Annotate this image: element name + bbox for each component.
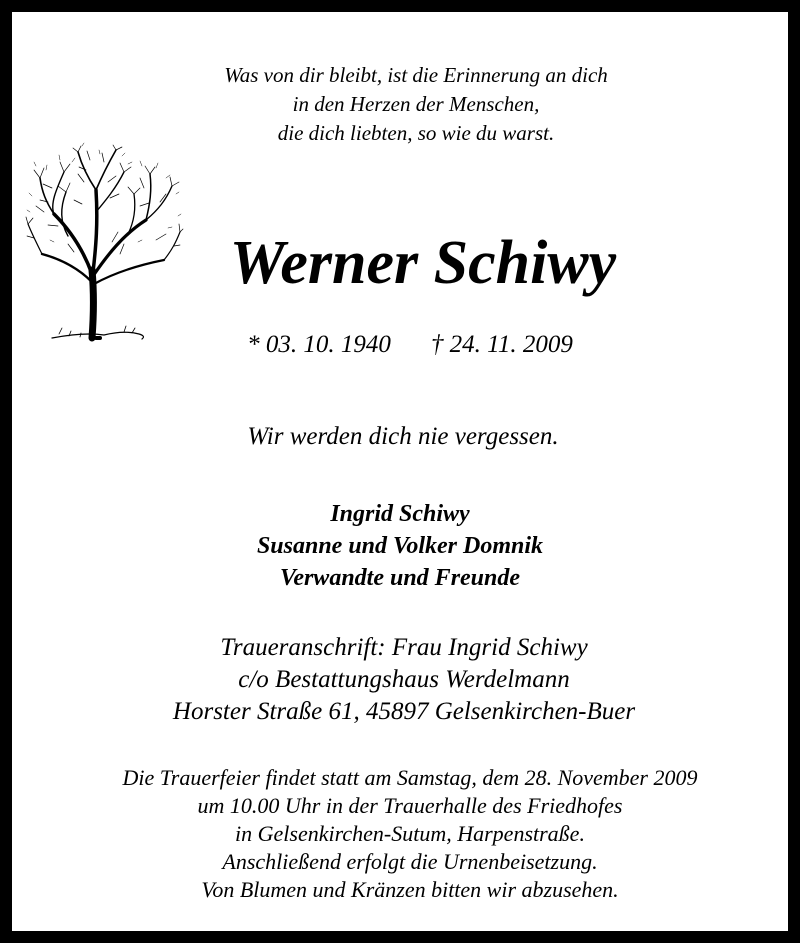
- mourner: Susanne und Volker Domnik: [256, 533, 544, 559]
- address-line: Traueranschrift: Frau Ingrid Schiwy: [220, 634, 588, 661]
- mourner: Verwandte und Freunde: [279, 565, 521, 591]
- verse-line: Was von dir bleibt, ist die Erinnerung an dich: [224, 63, 608, 87]
- memorial-line: Wir werden dich nie vergessen.: [247, 423, 559, 450]
- address-line: c/o Bestattungshaus Werdelmann: [238, 666, 570, 693]
- verse: [0, 61, 800, 148]
- death-date: † 24. 11. 2009: [430, 331, 573, 358]
- notice-line: in Gelsenkirchen-Sutum, Harpenstraße.: [235, 821, 585, 846]
- mourner: Ingrid Schiwy: [330, 501, 470, 527]
- deceased-name: Werner Schiwy: [229, 229, 617, 297]
- mourning-address: [0, 632, 800, 728]
- life-dates: [0, 331, 800, 359]
- notice-line: Von Blumen und Kränzen bitten wir abzusehen.: [201, 877, 619, 902]
- notice-line: Die Trauerfeier findet statt am Samstag, dem 28. November 2009: [122, 765, 698, 790]
- verse-line: die dich liebten, so wie du warst.: [277, 121, 555, 145]
- notice-line: um 10.00 Uhr in der Trauerhalle des Friedhofes: [197, 793, 623, 818]
- notice-line: Anschließend erfolgt die Urnenbeisetzung.: [222, 849, 598, 874]
- funeral-notice: [0, 764, 800, 904]
- address-line: Horster Straße 61, 45897 Gelsenkirchen-Buer: [172, 698, 636, 725]
- mourners: [0, 498, 800, 594]
- birth-date: * 03. 10. 1940: [247, 331, 391, 358]
- verse-line: in den Herzen der Menschen,: [292, 92, 540, 116]
